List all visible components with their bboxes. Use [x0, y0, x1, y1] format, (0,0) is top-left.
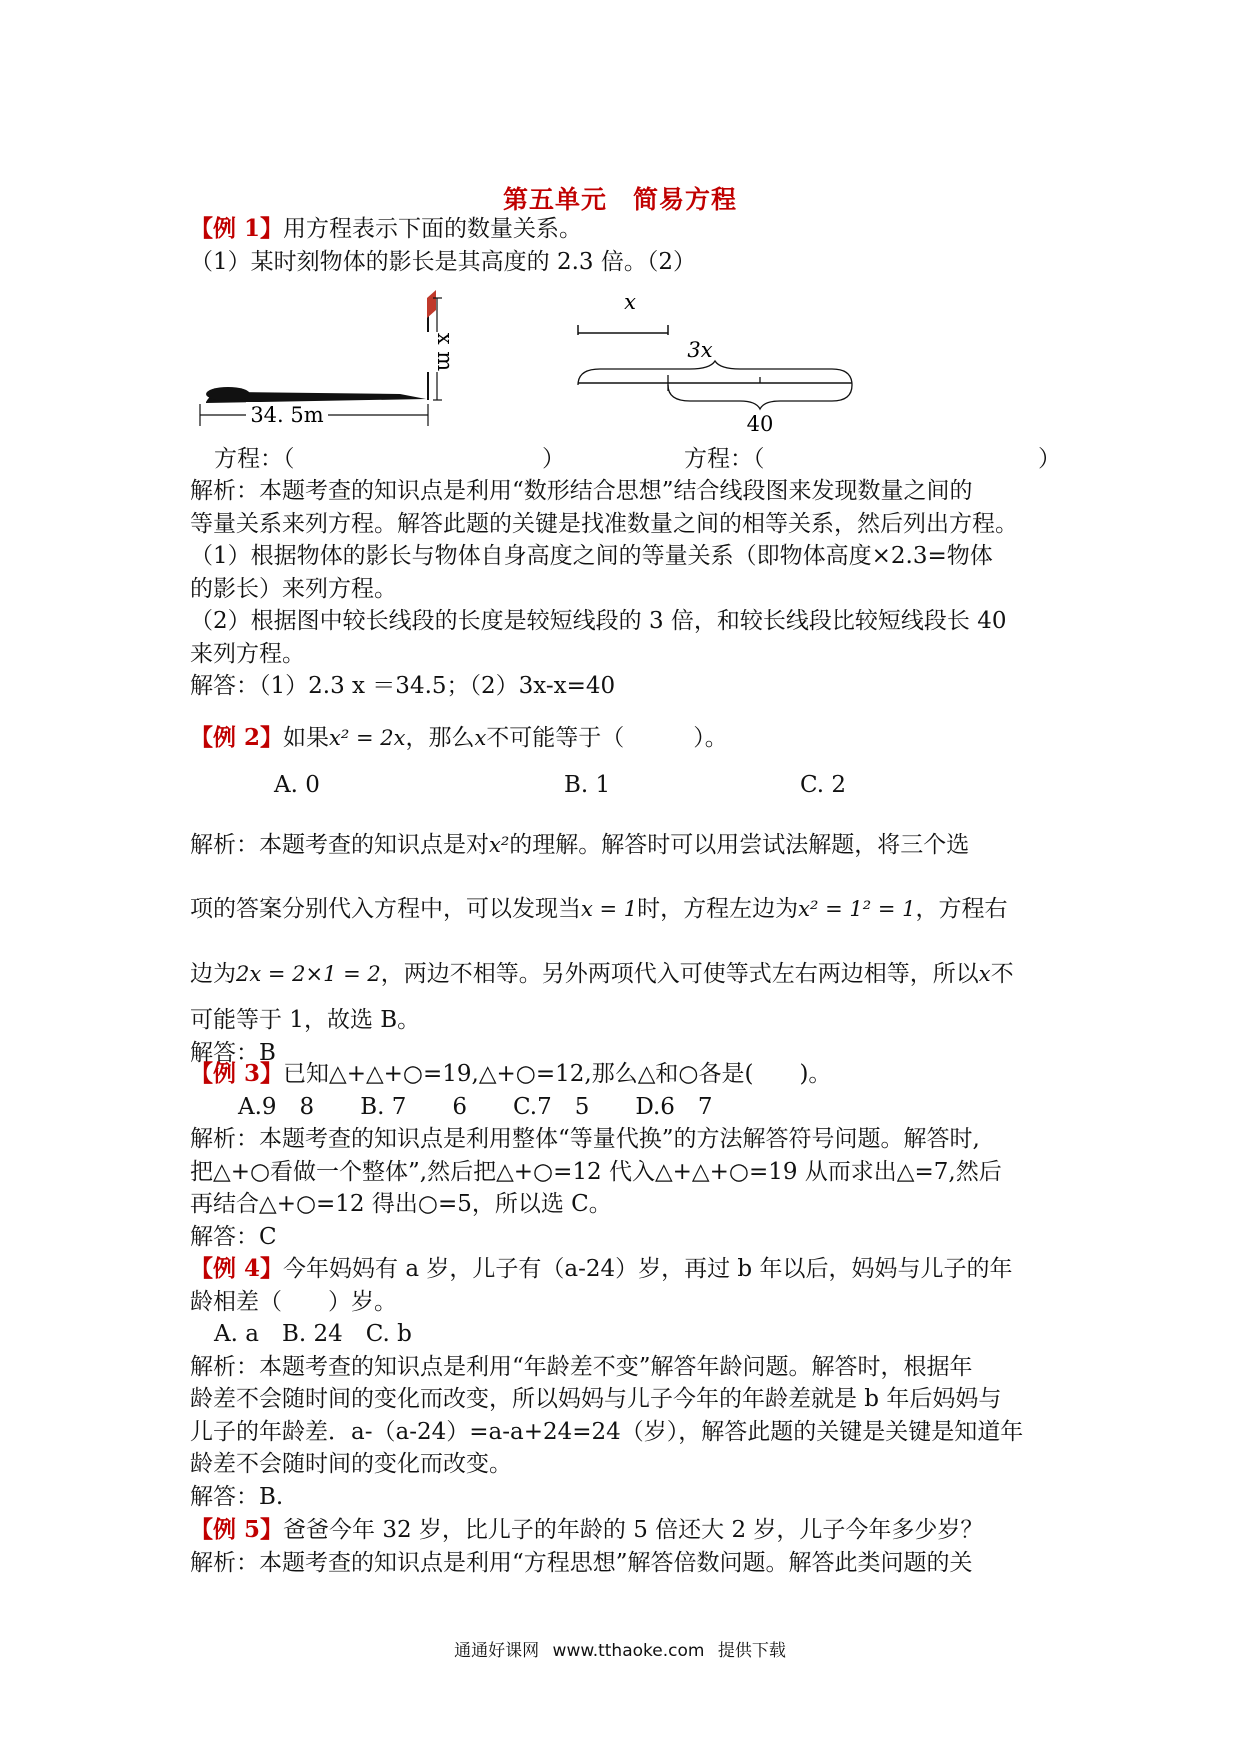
example-3-answer: 解答：C [190, 1223, 277, 1250]
example-4-question-line-1: 今年妈妈有 a 岁，儿子有（a-24）岁，再过 b 年以后，妈妈与儿子的年 [283, 1256, 1013, 1282]
equation-1-label: 方程：（ [214, 446, 295, 472]
shadow-label: 34. 5m [250, 403, 324, 427]
example-1-question: 用方程表示下面的数量关系。 [283, 216, 583, 242]
example-4-analysis-line-3: 儿子的年龄差．a-（a-24）=a-a+24=24（岁），解答此题的关键是关键是知道年 [190, 1418, 1024, 1445]
example-1-analysis-line-3: （1）根据物体的影长与物体自身高度之间的等量关系（即物体高度×2.3=物体 [190, 543, 993, 569]
footer-site-name: 通通好课网 [454, 1641, 540, 1661]
example-2-answer: 解答：B [190, 1039, 276, 1066]
example-2-analysis-l3-math: 2x = 2×1 = 2 [236, 961, 381, 986]
example-2-analysis-l3-b: ，两边不相等。另外两项代入可使等式左右两边相等，所以 [380, 960, 979, 987]
example-4-analysis-line-4: 龄差不会随时间的变化而改变。 [190, 1451, 512, 1477]
object-flag [427, 290, 436, 318]
example-1-answer: 解答：（1）2.3 x ＝34.5；（2）3x-x=40 [190, 673, 616, 699]
example-4-label: 【例 4】 [190, 1255, 284, 1282]
example-3 [190, 1058, 1062, 1253]
example-4-analysis-line-1: 解析：本题考查的知识点是利用“年龄差不变”解答年龄问题。解答时，根据年 [190, 1353, 973, 1380]
example-3-analysis-line-2: 把△+○看做一个整体”,然后把△+○=12 代入△+△+○=19 从而求出△=7,然后 [190, 1158, 1002, 1185]
example-2-q-part2: ，那么 [405, 725, 475, 751]
example-1-label: 【例 1】 [190, 215, 284, 242]
page-title [0, 180, 1240, 216]
example-2-analysis-l3-a: 边为 [190, 960, 236, 987]
example-2-q-part3: 不可能等于（ ）。 [486, 725, 728, 751]
long-segment-label: 3x [687, 338, 713, 362]
title-unit: 第五单元 [502, 185, 607, 214]
example-5-label: 【例 5】 [190, 1516, 284, 1543]
example-4-analysis-line-2: 龄差不会随时间的变化而改变，所以妈妈与儿子今年的年龄差就是 b 年后妈妈与 [190, 1386, 1002, 1412]
example-2-analysis-l3-variable: x [978, 961, 991, 986]
equation-2-label: 方程：（ [684, 446, 765, 472]
segment-figure [570, 285, 880, 435]
example-1 [190, 213, 1062, 278]
example-1-analysis-line-4: 的影长）来列方程。 [190, 575, 397, 602]
example-1-rest [190, 443, 1062, 703]
example-1-analysis-line-5: （2）根据图中较长线段的长度是较短线段的 3 倍，和较长线段比较短线段长 40 [190, 608, 1007, 634]
example-2-analysis-l2-a: 项的答案分别代入方程中，可以发现当 [190, 896, 581, 922]
height-label: x m [433, 332, 457, 372]
equation-1-close: ） [542, 446, 565, 472]
equation-2-close: ） [1038, 446, 1061, 472]
example-5-question: 爸爸今年 32 岁，比儿子的年龄的 5 倍还大 2 岁，儿子今年多少岁？ [283, 1517, 984, 1543]
example-2-analysis-l4: 可能等于 1，故选 B。 [190, 1007, 421, 1033]
shadow-blob [206, 387, 250, 401]
example-2-analysis-l1-a: 解析：本题考查的知识点是对 [190, 831, 489, 858]
example-2-option-b: B. 1 [564, 771, 611, 798]
example-2-label: 【例 2】 [190, 724, 284, 751]
example-2-q-equation: x² = 2x [329, 726, 406, 750]
shadow-figure [190, 290, 470, 430]
example-4-options: A. a B. 24 C. b [214, 1321, 412, 1347]
example-2-analysis-l1-b: 的理解。解答时可以用尝试法解题，将三个选 [509, 831, 970, 858]
example-3-label: 【例 3】 [190, 1060, 284, 1087]
example-5 [190, 1514, 1062, 1579]
difference-brace [668, 385, 852, 409]
example-4 [190, 1253, 1062, 1513]
example-5-analysis-line-1: 解析：本题考查的知识点是利用“方程思想”解答倍数问题。解答此类问题的关 [190, 1549, 973, 1576]
example-1-analysis-line-2: 等量关系来列方程。解答此题的关键是找准数量之间的相等关系，然后列出方程。 [190, 510, 1018, 537]
example-1-analysis-line-6: 来列方程。 [190, 640, 305, 667]
example-2-analysis-l3-c: 不 [990, 960, 1014, 987]
title-topic: 简易方程 [633, 185, 738, 214]
example-2-analysis-l2-math2: x² = 1² = 1 [798, 897, 916, 921]
example-3-question: 已知△+△+○=19,△+○=12,那么△和○各是( )。 [283, 1061, 832, 1087]
example-2-analysis-l1-math: x² [489, 832, 510, 857]
example-2-q-variable: x [474, 726, 487, 750]
short-segment-label: x [624, 290, 636, 314]
example-4-question-line-2: 龄相差（ ）岁。 [190, 1288, 397, 1315]
example-2-analysis-l2-math1: x = 1 [581, 897, 638, 921]
example-2 [190, 722, 1062, 1069]
long-segment-brace [578, 361, 852, 385]
example-2-option-a: A. 0 [274, 771, 320, 798]
footer-url[interactable]: www.tthaoke.com [552, 1641, 705, 1661]
example-3-options: A.9 8 B. 7 6 C.7 5 D.6 7 [238, 1093, 713, 1120]
footer-tail: 提供下载 [717, 1641, 786, 1661]
difference-label: 40 [746, 412, 774, 435]
example-2-analysis-l2-b: 时，方程左边为 [637, 896, 799, 922]
example-2-q-part1: 如果 [283, 725, 330, 751]
example-2-analysis-l2-c: ，方程右 [915, 896, 1008, 922]
page-footer [0, 1636, 1240, 1661]
example-1-subquestion: （1）某时刻物体的影长是其高度的 2.3 倍。（2） [190, 248, 696, 275]
example-4-answer: 解答：B. [190, 1483, 284, 1510]
example-3-analysis-line-1: 解析：本题考查的知识点是利用整体“等量代换”的方法解答符号问题。解答时, [190, 1126, 980, 1152]
example-2-option-c: C. 2 [800, 771, 847, 798]
example-1-analysis-line-1: 解析：本题考查的知识点是利用“数形结合思想”结合线段图来发现数量之间的 [190, 478, 973, 504]
example-3-analysis-line-3: 再结合△+○=12 得出○=5，所以选 C。 [190, 1191, 612, 1217]
